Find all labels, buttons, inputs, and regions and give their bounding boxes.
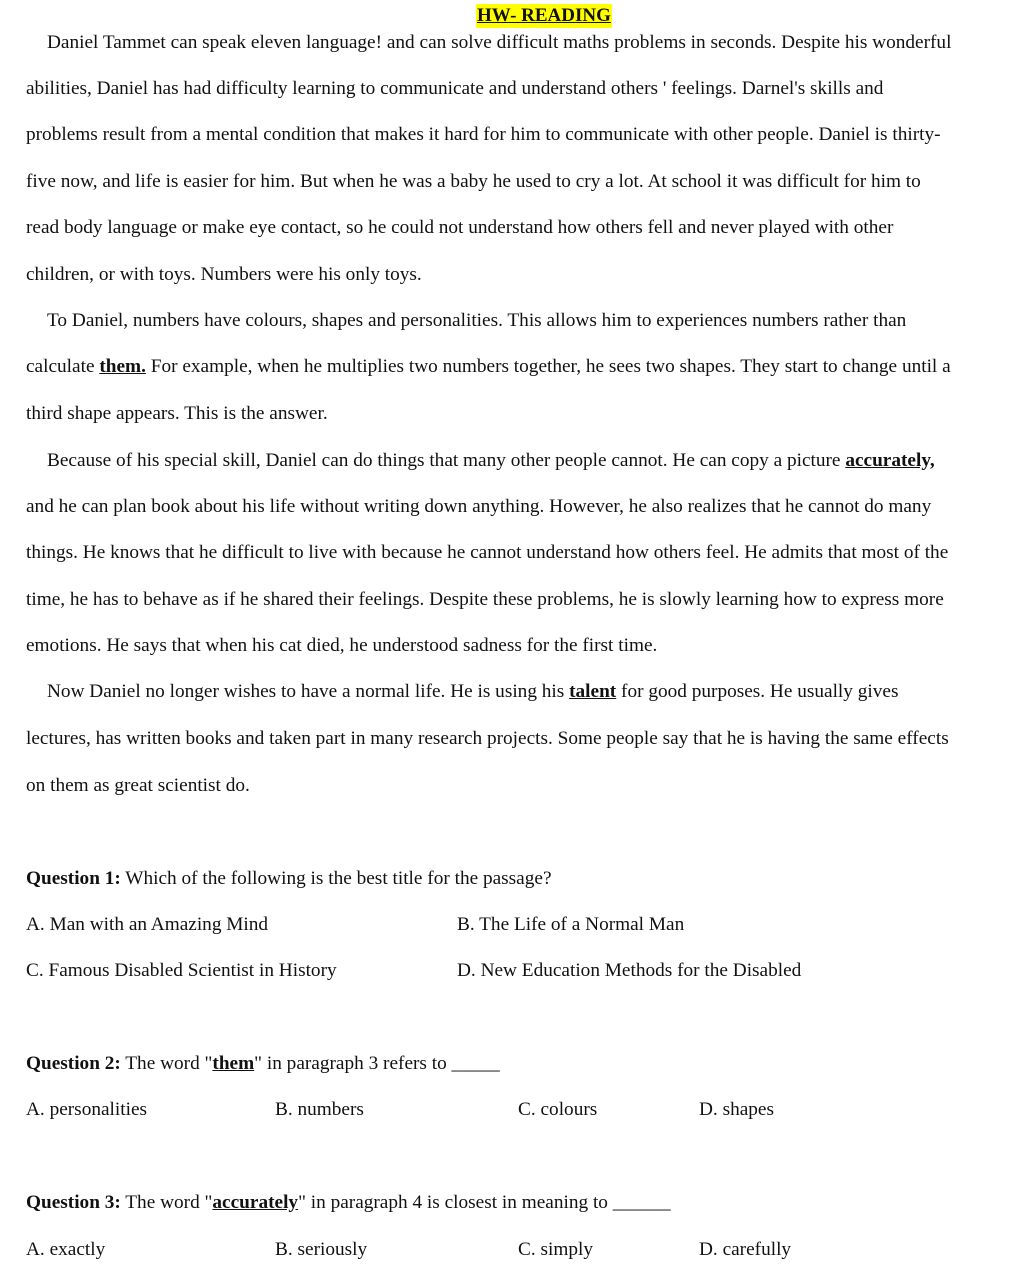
keyword-talent: talent — [569, 681, 617, 702]
q1-option-c[interactable]: C. Famous Disabled Scientist in History — [26, 960, 337, 981]
q1-option-a[interactable]: A. Man with an Amazing Mind — [26, 914, 269, 935]
question-2-text-post: " in paragraph 3 refers to _____ — [254, 1053, 500, 1074]
question-3-text-pre: The word " — [120, 1192, 213, 1213]
p2-line-2 — [26, 354, 1006, 380]
p3-line-5: emotions. He says that when his cat died, he understood sadness for the first time. — [26, 635, 658, 656]
q3-option-d[interactable]: D. carefully — [699, 1239, 792, 1260]
p3-line-4: time, he has to behave as if he shared their feelings. Despite these problems, he is slowly learning how to express more — [26, 589, 944, 610]
p2-line-2-post: For example, when he multiplies two numbers together, he sees two shapes. They start to change until a — [145, 356, 951, 377]
question-3-text-post: " in paragraph 4 is closest in meaning to ______ — [298, 1192, 671, 1213]
p4-line-3: on them as great scientist do. — [26, 775, 250, 796]
question-1-text: Which of the following is the best title for the passage? — [120, 868, 552, 889]
p1-line-5: read body language or make eye contact, so he could not understand how others fell and never played with other — [26, 217, 894, 238]
p3-line-1-pre: Because of his special skill, Daniel can do things that many other people cannot. He can copy a picture — [47, 450, 846, 471]
q3-option-a[interactable]: A. exactly — [26, 1239, 106, 1260]
p2-line-1: To Daniel, numbers have colours, shapes and personalities. This allows him to experiences numbers rather than — [47, 310, 907, 331]
keyword-accurately: accurately, — [845, 450, 935, 471]
p4-line-1 — [47, 679, 1024, 705]
p2-line-2-pre: calculate — [26, 356, 100, 377]
p4-line-2: lectures, has written books and taken part in many research projects. Some people say that he is having the same effects — [26, 728, 949, 749]
q2-option-b[interactable]: B. numbers — [275, 1099, 364, 1120]
question-3-keyword: accurately — [212, 1192, 299, 1213]
q3-option-b[interactable]: B. seriously — [275, 1239, 368, 1260]
page-title: HW- READING — [477, 5, 611, 26]
q2-option-c[interactable]: C. colours — [518, 1099, 598, 1120]
p1-line-6: children, or with toys. Numbers were his only toys. — [26, 264, 422, 285]
q1-option-d[interactable]: D. New Education Methods for the Disabled — [457, 960, 802, 981]
q3-option-c[interactable]: C. simply — [518, 1239, 593, 1260]
question-3 — [26, 1190, 1006, 1216]
p1-line-4: five now, and life is easier for him. But when he was a baby he used to cry a lot. At school it was difficult for him to — [26, 171, 921, 192]
p2-line-3: third shape appears. This is the answer. — [26, 403, 328, 424]
q2-option-a[interactable]: A. personalities — [26, 1099, 148, 1120]
p1-line-2: abilities, Daniel has had difficulty learning to communicate and understand others ' feelings. Darnel's skills and — [26, 78, 884, 99]
q1-option-b[interactable]: B. The Life of a Normal Man — [457, 914, 685, 935]
question-2-text-pre: The word " — [120, 1053, 213, 1074]
q2-option-d[interactable]: D. shapes — [699, 1099, 774, 1120]
p4-line-1-pre: Now Daniel no longer wishes to have a normal life. He is using his — [47, 681, 570, 702]
keyword-them: them. — [99, 356, 146, 377]
question-2-keyword: them — [212, 1053, 255, 1074]
p3-line-1 — [47, 448, 1024, 474]
question-2 — [26, 1051, 1006, 1077]
p3-line-3: things. He knows that he difficult to live with because he cannot understand how others feel. He admits that most of the — [26, 542, 949, 563]
question-3-label: Question 3: — [26, 1192, 121, 1213]
p1-line-3: problems result from a mental condition that makes it hard for him to communicate with other people. Daniel is thirty- — [26, 124, 941, 145]
p1-line-1: Daniel Tammet can speak eleven language! and can solve difficult maths problems in seconds. Despite his wonderful — [47, 32, 952, 53]
question-2-label: Question 2: — [26, 1053, 121, 1074]
question-1 — [26, 866, 1006, 892]
p3-line-2: and he can plan book about his life without writing down anything. However, he also realizes that he cannot do many — [26, 496, 932, 517]
question-1-label: Question 1: — [26, 868, 121, 889]
p4-line-1-post: for good purposes. He usually gives — [616, 681, 899, 702]
